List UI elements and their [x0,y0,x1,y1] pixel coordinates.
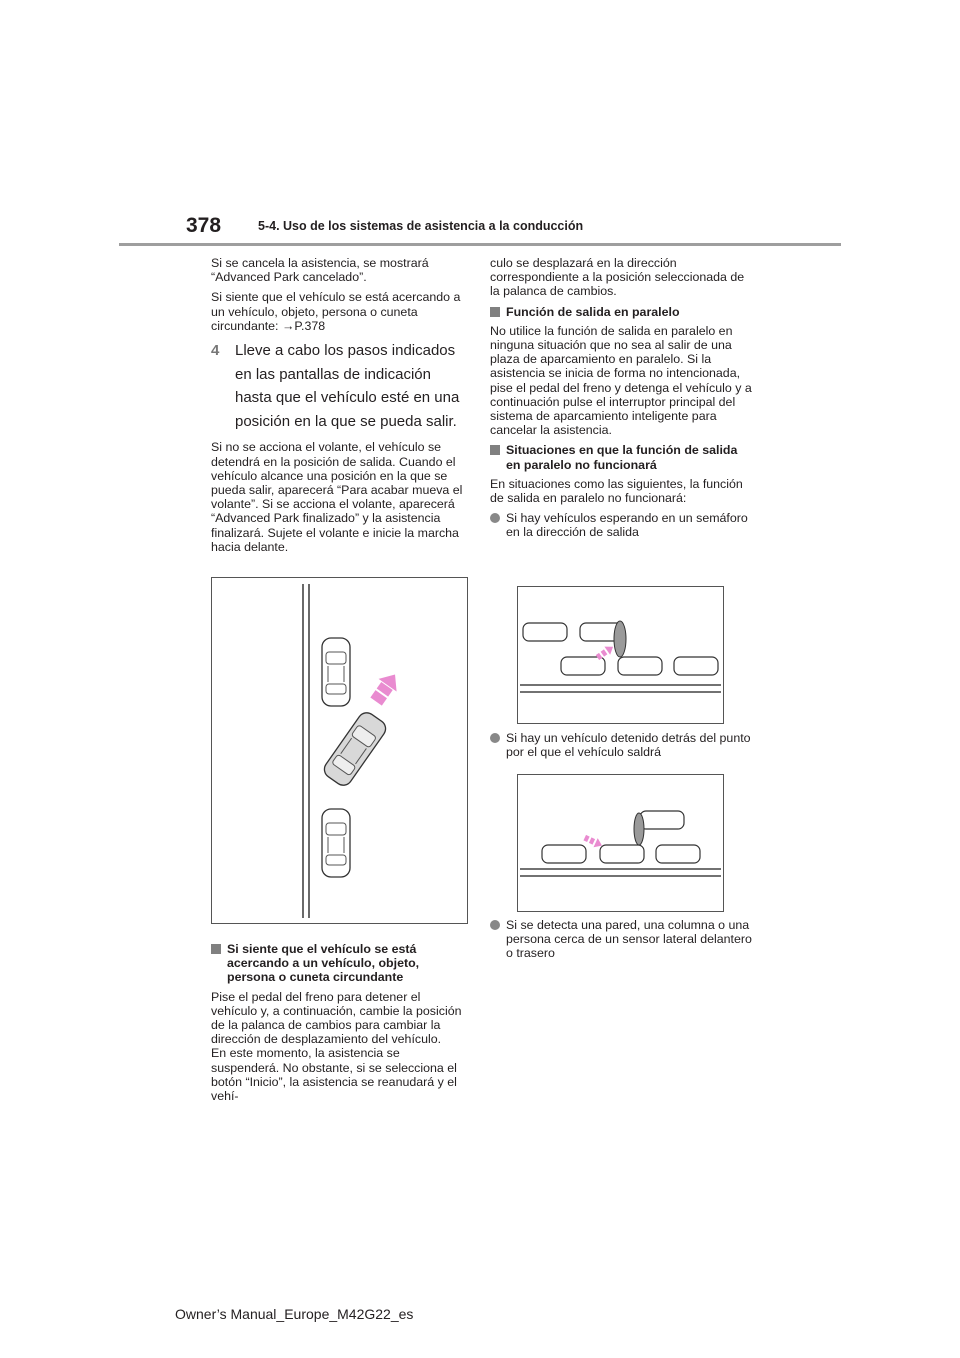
round-bullet-icon [490,513,500,523]
chapter-title: 5-4. Uso de los sistemas de asistencia a la conducción [258,219,584,233]
bullet-wall-column: Si se detecta una pared, una columna o una persona cerca de un sensor lateral delantero o trasero [490,918,752,961]
not-working-text: En situaciones como las siguientes, la función de salida en paralelo no funcionará: [490,476,743,506]
right-bullet-3 [490,918,752,967]
approach-text: Si siente que el vehículo se está acercando a un vehículo, objeto, persona o cuneta circundante: →P.378 [211,290,461,333]
round-bullet-icon [490,920,500,930]
exit-figure [211,577,468,924]
sensor-range [614,621,626,657]
header-rule [119,243,841,246]
approach-heading: Si siente que el vehículo se está acercando a un vehículo, objeto, persona o cuneta circundante [211,942,469,985]
parked-car-top [322,638,350,706]
suspend-text: En este momento, la asistencia se suspenderá. No obstante, si se selecciona el botón “Inicio”, la asistencia se reanudará y el vehí- [211,1046,457,1104]
page-number: 378 [186,214,222,237]
round-bullet-icon [490,733,500,743]
parallel-exit-text: No utilice la función de salida en paralelo en ninguna situación que no sea al salir de una plaza de aparcamiento en paralelo. Si la asistencia se inicia de forma no intencionada, pise el pedal del freno y detenga el vehículo y a continuación pulse el interruptor principal del sistema de aparcamiento inteligente para cancelar la asistencia. [490,323,752,438]
step-number: 4 [211,342,220,360]
square-bullet-icon [490,445,500,455]
right-column [490,256,752,546]
square-bullet-icon [211,944,221,954]
left-column-bottom [211,942,469,1109]
parallel-exit-heading: Función de salida en paralelo [490,305,752,319]
right-bullet-2 [490,731,752,765]
car-row [542,811,700,863]
not-working-heading: Situaciones en que la función de salida en paralelo no funcionará [490,443,752,471]
waiting-vehicles-figure [517,586,724,724]
exiting-car [321,709,389,788]
sensor-range [634,813,644,845]
square-bullet-icon [490,307,500,317]
steering-text: Si no se acciona el volante, el vehículo se detendrá en la posición de salida. Cuando el vehículo alcance una posición en la que se pueda salir, aparecerá “Para acabar mueva el volante”. Si se acciona el volante, aparecerá “Advanced Park finalizado” y la asistencia finalizará. Sujete el volante e inicie la marcha hacia delante. [211,440,463,554]
step-text: Lleve a cabo los pasos indicados en las pantallas de indicación hasta que el vehículo esté en una posición en la que se pueda salir. [235,342,460,430]
step-4 [211,339,469,433]
bullet-traffic-light: Si hay vehículos esperando en un semáforo en la dirección de salida [490,511,752,539]
brake-text: Pise el pedal del freno para detener el vehículo y, a continuación, cambie la posición de la palanca de cambios para cambiar la dirección de desplazamiento del vehículo. [211,989,462,1047]
parked-car-bottom [322,809,350,877]
continue-text: culo se desplazará en la dirección correspondiente a la posición seleccionada de la palanca de cambios. [490,256,745,299]
left-column [211,256,469,560]
footer: Owner’s Manual_Europe_M42G22_es [175,1306,414,1322]
cancel-text: Si se cancela la asistencia, se mostrará “Advanced Park cancelado”. [211,256,429,285]
direction-arrow [367,668,404,708]
bullet-stopped-vehicle: Si hay un vehículo detenido detrás del punto por el que el vehículo saldrá [490,731,752,759]
stopped-vehicle-figure [517,774,724,912]
